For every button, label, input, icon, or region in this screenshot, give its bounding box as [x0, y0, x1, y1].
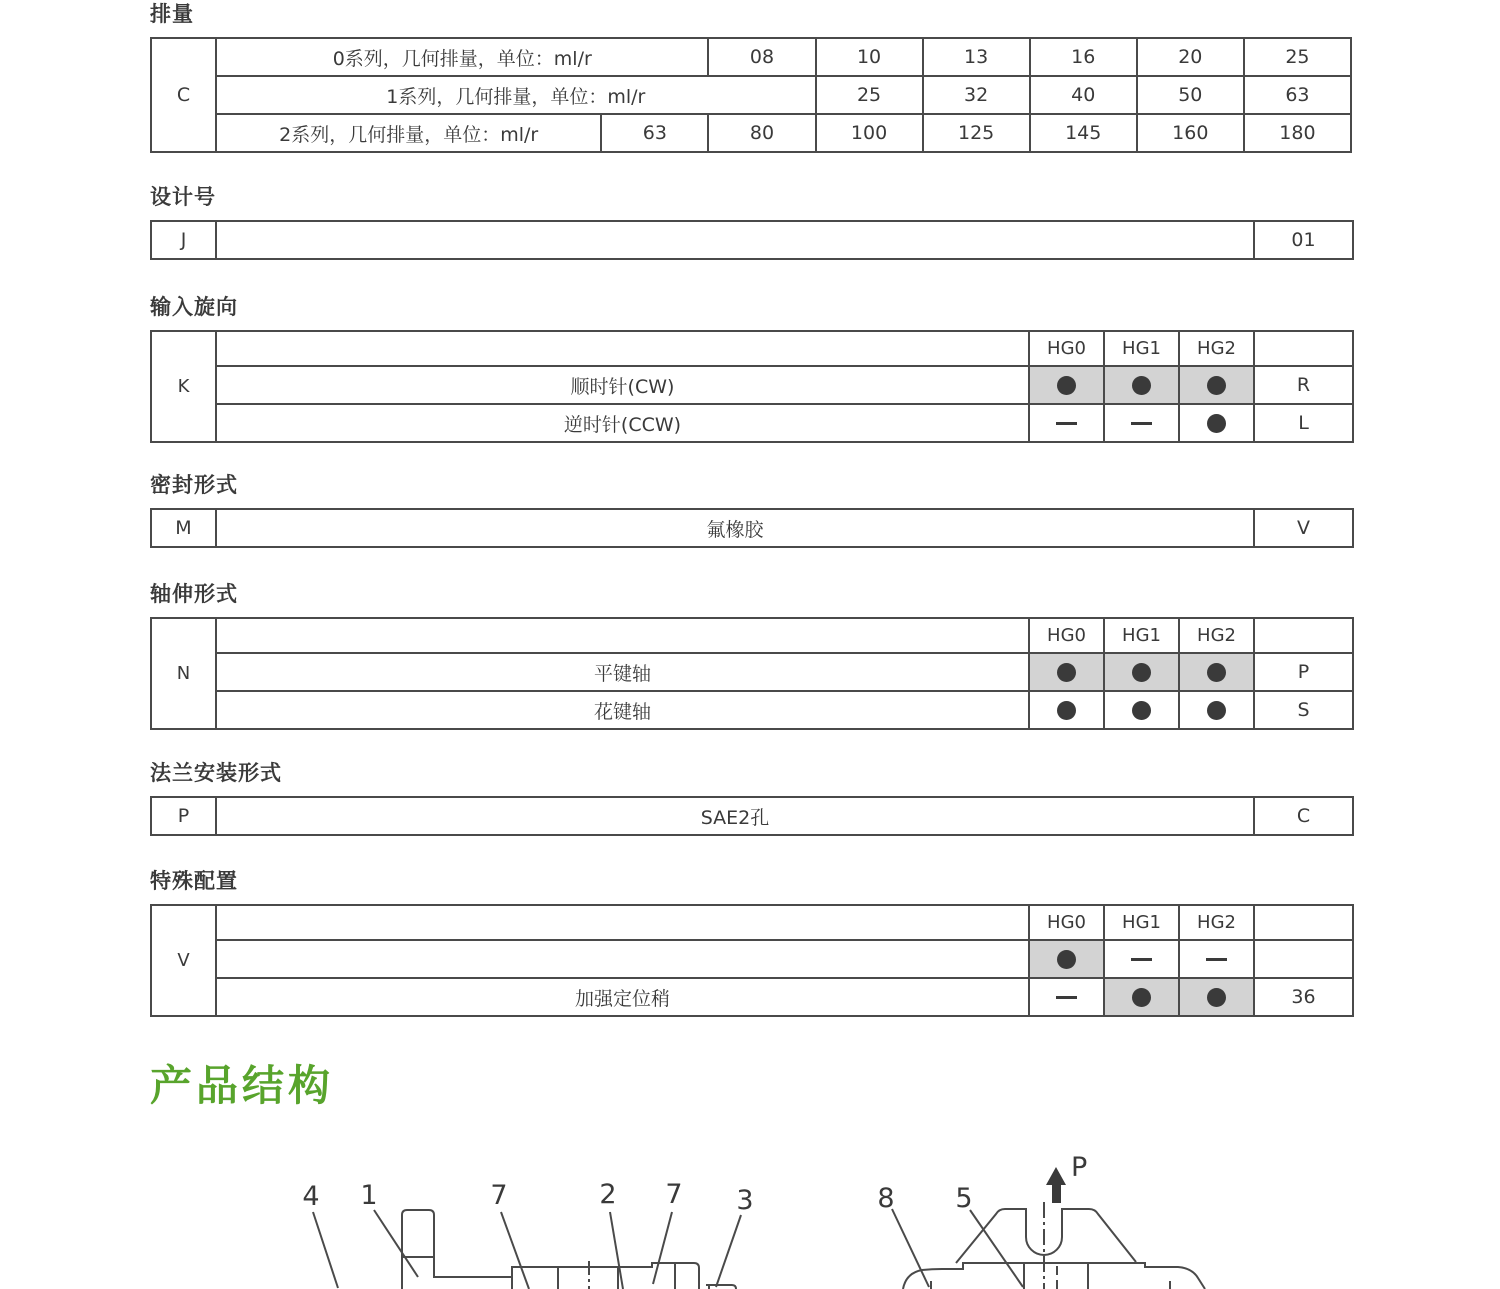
- availability-mark: [1104, 366, 1179, 404]
- availability-mark: [1029, 940, 1104, 978]
- seal-table: [150, 508, 1354, 548]
- table-row: [151, 76, 1351, 114]
- dash-icon: [1131, 958, 1152, 961]
- code-value: S: [1254, 691, 1353, 729]
- table-row: [151, 691, 1353, 729]
- code-value: L: [1254, 404, 1353, 442]
- series-label: 1系列，几何排量，单位：ml/r: [216, 76, 815, 114]
- port-label: P: [1071, 1152, 1088, 1183]
- section-title: 法兰安装形式: [150, 761, 282, 785]
- availability-mark: [1179, 653, 1254, 691]
- table-row: [151, 221, 1353, 259]
- section-rotation: [150, 295, 1360, 443]
- displacement-value: 145: [1030, 114, 1137, 152]
- table-header-row: [151, 905, 1353, 940]
- part-label: 3: [736, 1185, 754, 1216]
- table-row: [151, 978, 1353, 1016]
- pump-end-outline: [903, 1263, 1205, 1289]
- dot-icon: [1207, 988, 1226, 1007]
- availability-mark: [1029, 366, 1104, 404]
- row-label: 加强定位稍: [216, 978, 1029, 1016]
- displacement-value: 25: [1244, 38, 1351, 76]
- availability-mark: [1104, 978, 1179, 1016]
- table-row: [151, 940, 1353, 978]
- part-label: 4: [302, 1181, 320, 1212]
- table-row: [151, 653, 1353, 691]
- displacement-value: 63: [601, 114, 708, 152]
- displacement-value: 100: [816, 114, 923, 152]
- pump-end-outline: [956, 1209, 1136, 1263]
- code-letter: V: [151, 905, 216, 1016]
- section-displacement: [150, 2, 1360, 153]
- design-no-table: [150, 220, 1354, 260]
- dash-icon: [1056, 996, 1077, 999]
- row-label: SAE2孔: [216, 797, 1254, 835]
- row-label: 氟橡胶: [216, 509, 1254, 547]
- availability-mark: [1179, 366, 1254, 404]
- displacement-value: 08: [708, 38, 815, 76]
- availability-mark: [1179, 940, 1254, 978]
- table-header-row: [151, 618, 1353, 653]
- code-letter: C: [151, 38, 216, 152]
- availability-mark: [1179, 978, 1254, 1016]
- series-label: 0系列，几何排量，单位：ml/r: [216, 38, 708, 76]
- dash-icon: [1056, 422, 1077, 425]
- col-header: HG1: [1104, 905, 1179, 940]
- code-value: [1254, 940, 1353, 978]
- part-label: 1: [360, 1180, 378, 1211]
- section-title: 密封形式: [150, 473, 238, 497]
- code-letter: N: [151, 618, 216, 729]
- row-label: 逆时针(CCW): [216, 404, 1029, 442]
- part-label: 2: [599, 1179, 617, 1210]
- product-structure-drawing: [0, 1140, 1500, 1289]
- table-row: [151, 114, 1351, 152]
- displacement-value: 160: [1137, 114, 1244, 152]
- special-table: [150, 904, 1354, 1017]
- availability-mark: [1029, 691, 1104, 729]
- dash-icon: [1131, 422, 1152, 425]
- shaft-table: [150, 617, 1354, 730]
- displacement-value: 10: [816, 38, 923, 76]
- part-label: 5: [955, 1183, 973, 1214]
- series-label: 2系列，几何排量，单位：ml/r: [216, 114, 601, 152]
- code-letter: K: [151, 331, 216, 442]
- dot-icon: [1207, 701, 1226, 720]
- table-row: [151, 404, 1353, 442]
- code-value: R: [1254, 366, 1353, 404]
- section-title: 设计号: [150, 185, 216, 209]
- row-label: [216, 940, 1029, 978]
- section-special: [150, 869, 1360, 1017]
- dot-icon: [1207, 376, 1226, 395]
- part-label: 7: [665, 1179, 683, 1210]
- leader-line: [653, 1212, 672, 1284]
- leader-line: [716, 1215, 741, 1287]
- displacement-value: 20: [1137, 38, 1244, 76]
- leader-line: [313, 1212, 338, 1288]
- displacement-value: 25: [816, 76, 923, 114]
- code-letter: M: [151, 509, 216, 547]
- leader-line: [374, 1210, 418, 1277]
- displacement-value: 180: [1244, 114, 1351, 152]
- displacement-value: 63: [1244, 76, 1351, 114]
- section-seal: [150, 473, 1360, 548]
- col-header: HG1: [1104, 331, 1179, 366]
- displacement-value: 16: [1030, 38, 1137, 76]
- section-title: 特殊配置: [150, 869, 238, 893]
- dot-icon: [1057, 701, 1076, 720]
- dot-icon: [1057, 376, 1076, 395]
- availability-mark: [1029, 404, 1104, 442]
- code-letter: J: [151, 221, 216, 259]
- col-header: HG2: [1179, 618, 1254, 653]
- col-header: HG2: [1179, 331, 1254, 366]
- rotation-table: [150, 330, 1354, 443]
- availability-mark: [1029, 978, 1104, 1016]
- table-row: [151, 366, 1353, 404]
- displacement-value: 13: [923, 38, 1030, 76]
- dot-icon: [1132, 988, 1151, 1007]
- availability-mark: [1179, 691, 1254, 729]
- row-label: [216, 221, 1254, 259]
- dot-icon: [1207, 663, 1226, 682]
- dot-icon: [1057, 950, 1076, 969]
- part-label: 7: [490, 1180, 508, 1211]
- section-title: 轴伸形式: [150, 582, 238, 606]
- section-shaft: [150, 582, 1360, 730]
- row-label: 花键轴: [216, 691, 1029, 729]
- table-row: [151, 509, 1353, 547]
- availability-mark: [1104, 404, 1179, 442]
- table-row: [151, 38, 1351, 76]
- displacement-value: 32: [923, 76, 1030, 114]
- dot-icon: [1132, 701, 1151, 720]
- section-design-no: [150, 185, 1360, 260]
- col-header: HG2: [1179, 905, 1254, 940]
- section-flange: [150, 761, 1360, 836]
- code-value: V: [1254, 509, 1353, 547]
- leader-line: [970, 1210, 1023, 1287]
- availability-mark: [1179, 404, 1254, 442]
- table-row: [151, 797, 1353, 835]
- dot-icon: [1132, 376, 1151, 395]
- dash-icon: [1206, 958, 1227, 961]
- row-label: 平键轴: [216, 653, 1029, 691]
- displacement-value: 125: [923, 114, 1030, 152]
- pump-section-outline: [512, 1263, 699, 1289]
- displacement-table: [150, 37, 1352, 153]
- pump-section-outline: [402, 1210, 512, 1289]
- displacement-value: 80: [708, 114, 815, 152]
- section-title: 输入旋向: [150, 295, 238, 319]
- col-header: HG1: [1104, 618, 1179, 653]
- code-value: 01: [1254, 221, 1353, 259]
- section-title: 排量: [150, 2, 194, 26]
- displacement-value: 40: [1030, 76, 1137, 114]
- leader-line: [610, 1212, 623, 1289]
- code-value: 36: [1254, 978, 1353, 1016]
- availability-mark: [1104, 691, 1179, 729]
- part-label: 8: [877, 1183, 895, 1214]
- col-header: HG0: [1029, 618, 1104, 653]
- dot-icon: [1057, 663, 1076, 682]
- product-structure-title: 产品结构: [150, 1061, 335, 1110]
- row-label: 顺时针(CW): [216, 366, 1029, 404]
- availability-mark: [1104, 653, 1179, 691]
- flange-table: [150, 796, 1354, 836]
- dot-icon: [1207, 414, 1226, 433]
- col-header: HG0: [1029, 905, 1104, 940]
- availability-mark: [1029, 653, 1104, 691]
- pressure-arrow-icon: [1046, 1167, 1066, 1203]
- dot-icon: [1132, 663, 1151, 682]
- availability-mark: [1104, 940, 1179, 978]
- code-value: P: [1254, 653, 1353, 691]
- pump-section-outline: [706, 1285, 736, 1289]
- code-letter: P: [151, 797, 216, 835]
- displacement-value: 50: [1137, 76, 1244, 114]
- col-header: HG0: [1029, 331, 1104, 366]
- table-header-row: [151, 331, 1353, 366]
- code-value: C: [1254, 797, 1353, 835]
